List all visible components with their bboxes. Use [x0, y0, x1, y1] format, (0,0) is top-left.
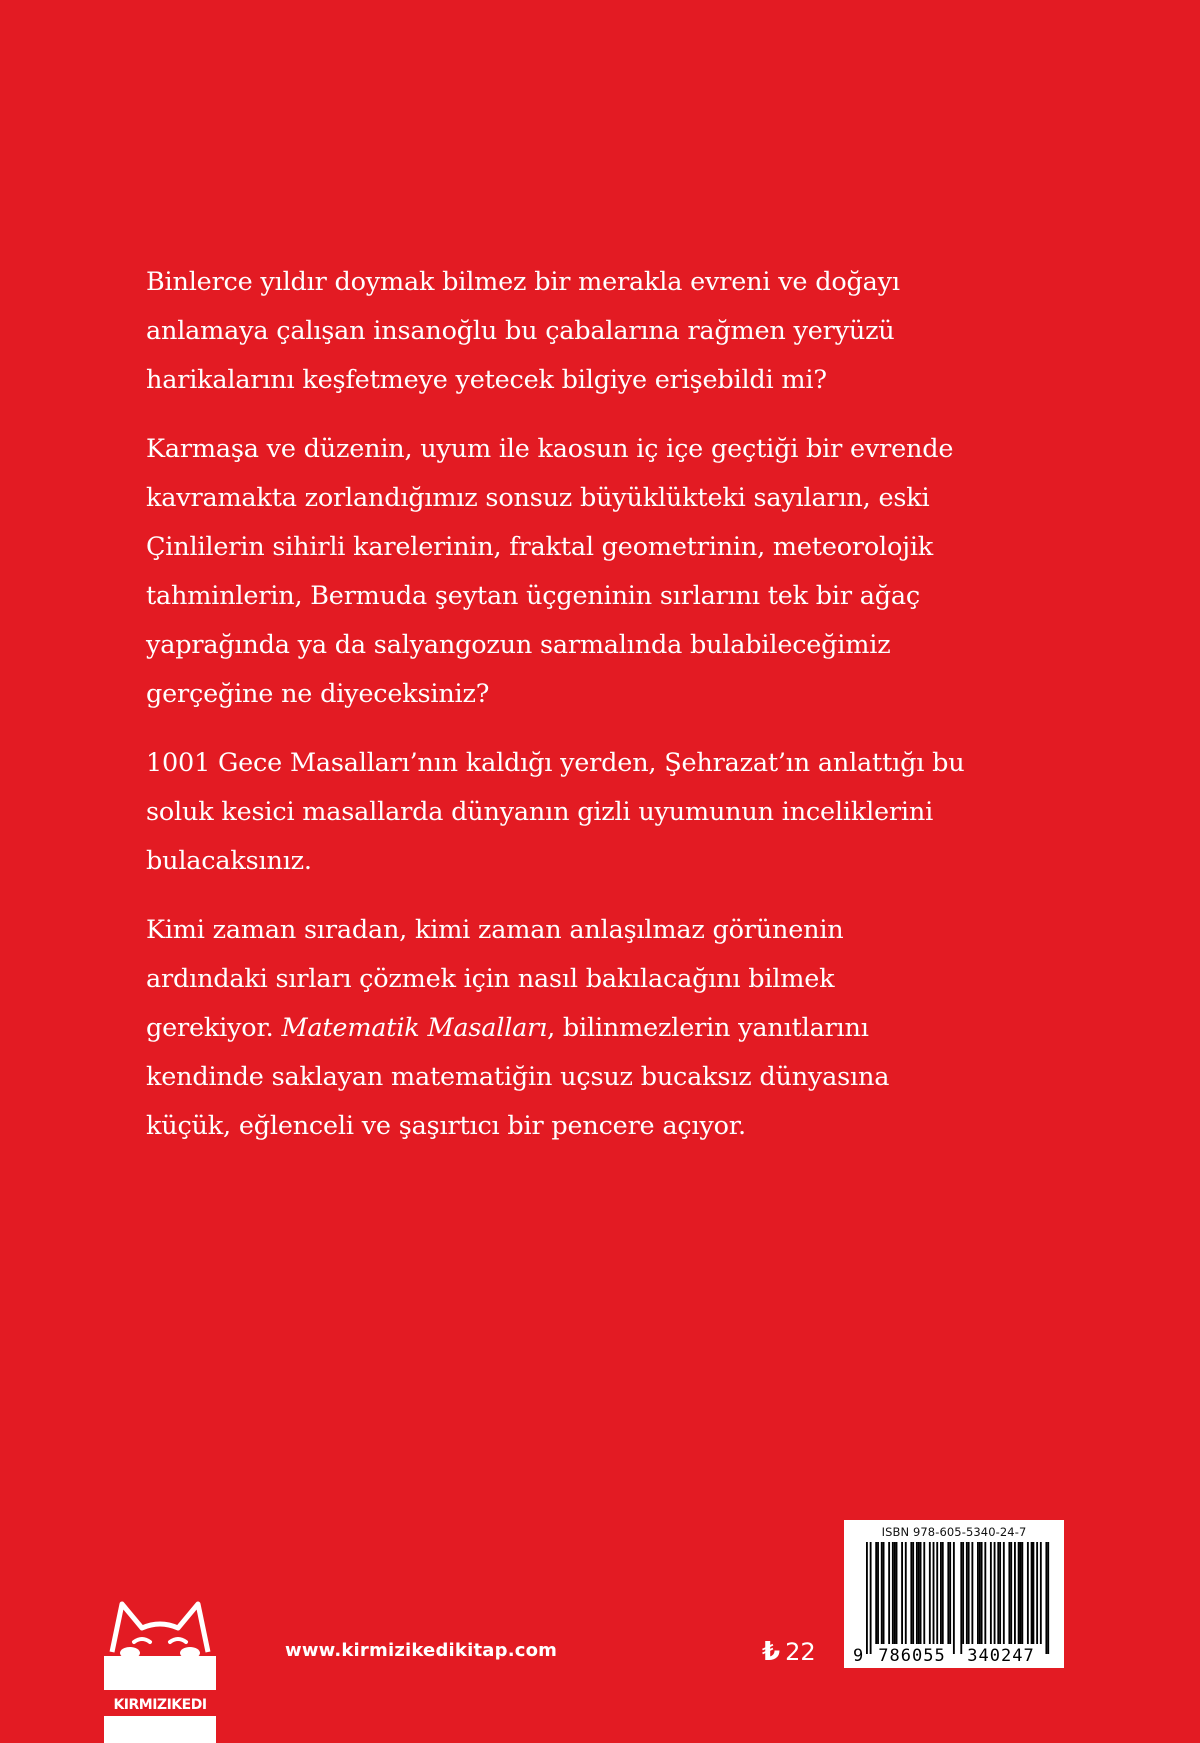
barcode-bar — [918, 1542, 920, 1644]
barcode-bar — [881, 1542, 883, 1644]
barcode-bar — [1036, 1542, 1038, 1644]
barcode-bar — [999, 1542, 1001, 1644]
barcode-bar — [888, 1542, 890, 1644]
barcode-bar — [979, 1542, 981, 1644]
blurb-text: gerekiyor. — [146, 1013, 282, 1043]
blurb-line: tahminlerin, Bermuda şeytan üçgeninin sırlarını tek bir ağaç — [146, 581, 920, 611]
barcode-bar — [936, 1542, 938, 1644]
barcode-bar — [866, 1542, 868, 1654]
barcode-bar — [1008, 1542, 1010, 1644]
barcode-digits-left: 786055 — [878, 1646, 946, 1666]
barcode-bar — [968, 1542, 970, 1644]
barcode-bar — [894, 1542, 896, 1644]
blurb-line: bulacaksınız. — [146, 846, 312, 876]
barcode-bar — [994, 1542, 996, 1644]
blurb-line: Kimi zaman sıradan, kimi zaman anlaşılmaz görünenin — [146, 915, 844, 945]
barcode-bar — [960, 1542, 962, 1654]
publisher-url: www.kirmizikedikitap.com — [285, 1640, 558, 1661]
isbn-barcode — [844, 1520, 1064, 1668]
barcode-bar — [1045, 1542, 1047, 1654]
blurb-line: Çinlilerin sihirli karelerinin, fraktal geometrinin, meteorolojik — [146, 532, 934, 562]
barcode-bar — [977, 1542, 979, 1644]
blurb-line: küçük, eğlenceli ve şaşırtıcı bir pencere açıyor. — [146, 1111, 746, 1141]
blurb-line: gerçeğine ne diyeceksiniz? — [146, 679, 490, 709]
isbn-label: ISBN 978-605-5340-24-7 — [881, 1525, 1027, 1539]
back-cover-blurb — [146, 258, 1046, 1171]
publisher-logo — [100, 1594, 220, 1743]
barcode-bar — [1047, 1542, 1049, 1654]
barcode-bar — [870, 1542, 872, 1654]
blurb-line: harikalarını keşfetmeye yetecek bilgiye erişebildi mi? — [146, 365, 827, 395]
barcode-bar — [947, 1542, 949, 1644]
barcode-bar — [990, 1542, 992, 1644]
barcode-digit-prefix: 9 — [853, 1646, 864, 1666]
barcode-bar — [1021, 1542, 1023, 1644]
barcode-bar — [984, 1542, 986, 1644]
barcode-bar — [1040, 1542, 1042, 1644]
blurb-line: soluk kesici masallarda dünyanın gizli uyumunun inceliklerini — [146, 797, 934, 827]
barcode-bar — [875, 1542, 877, 1644]
barcode-bar — [912, 1542, 914, 1644]
blurb-line: 1001 Gece Masalları’nın kaldığı yerden, Şehrazat’ın anlattığı bu — [146, 748, 965, 778]
barcode-bar — [1014, 1542, 1016, 1644]
barcode-bar — [1018, 1542, 1020, 1644]
barcode-bar — [981, 1542, 983, 1644]
barcode-bar — [966, 1542, 968, 1644]
barcode-bar — [933, 1542, 935, 1644]
barcode-bar — [892, 1542, 894, 1644]
barcode-bar — [901, 1542, 903, 1644]
price-amount: 22 — [785, 1638, 816, 1666]
blurb-paragraph-4 — [146, 906, 1046, 1151]
barcode-bar — [1010, 1542, 1012, 1644]
blurb-line: ardındaki sırları çözmek için nasıl bakılacağını bilmek — [146, 964, 835, 994]
barcode-bar — [905, 1542, 907, 1644]
barcode-bar — [953, 1542, 955, 1654]
barcode-bar — [971, 1542, 973, 1644]
barcode-bar — [910, 1542, 912, 1644]
blurb-line: yaprağında ya da salyangozun sarmalında bulabileceğimiz — [146, 630, 891, 660]
barcode-bar — [877, 1542, 879, 1644]
blurb-line: kavramakta zorlandığımız sonsuz büyüklükteki sayıların, eski — [146, 483, 930, 513]
barcode-bar — [923, 1542, 925, 1644]
barcode-bar — [949, 1542, 951, 1644]
price-tag — [762, 1637, 816, 1667]
barcode-digits-right: 340247 — [967, 1646, 1035, 1666]
barcode-bar — [1027, 1542, 1029, 1644]
blurb-line: Karmaşa ve düzenin, uyum ile kaosun iç içe geçtiği bir evrende — [146, 434, 954, 464]
barcode-bar — [896, 1542, 898, 1644]
barcode-bar — [997, 1542, 999, 1644]
barcode-icon — [844, 1520, 1064, 1668]
blurb-text: , bilinmezlerin yanıtlarını — [547, 1013, 869, 1043]
blurb-line: Binlerce yıldır doymak bilmez bir merakla evreni ve doğayı — [146, 267, 900, 297]
barcode-bar — [916, 1542, 918, 1644]
barcode-bar — [883, 1542, 885, 1644]
barcode-bar — [1003, 1542, 1005, 1644]
cat-logo-icon — [100, 1594, 220, 1743]
barcode-bar — [929, 1542, 931, 1644]
blurb-paragraph-1 — [146, 258, 1046, 405]
logo-wordmark: KIRMIZIKEDI — [113, 1697, 207, 1713]
barcode-bar — [962, 1542, 964, 1644]
blurb-line — [146, 1004, 1046, 1053]
barcode-bar — [1031, 1542, 1033, 1644]
barcode-bar — [940, 1542, 942, 1644]
blurb-line: anlamaya çalışan insanoğlu bu çabalarına rağmen yeryüzü — [146, 316, 895, 346]
blurb-paragraph-2 — [146, 425, 1046, 719]
barcode-bar — [1020, 1542, 1022, 1644]
barcode-bar — [920, 1542, 922, 1644]
turkish-lira-icon: ₺ — [762, 1637, 781, 1667]
barcode-bar — [942, 1542, 944, 1644]
book-title: Matematik Masalları — [281, 1013, 548, 1043]
barcode-bar — [1033, 1542, 1035, 1644]
blurb-line: kendinde saklayan matematiğin uçsuz bucaksız dünyasına — [146, 1062, 890, 1092]
blurb-paragraph-3 — [146, 739, 1046, 886]
